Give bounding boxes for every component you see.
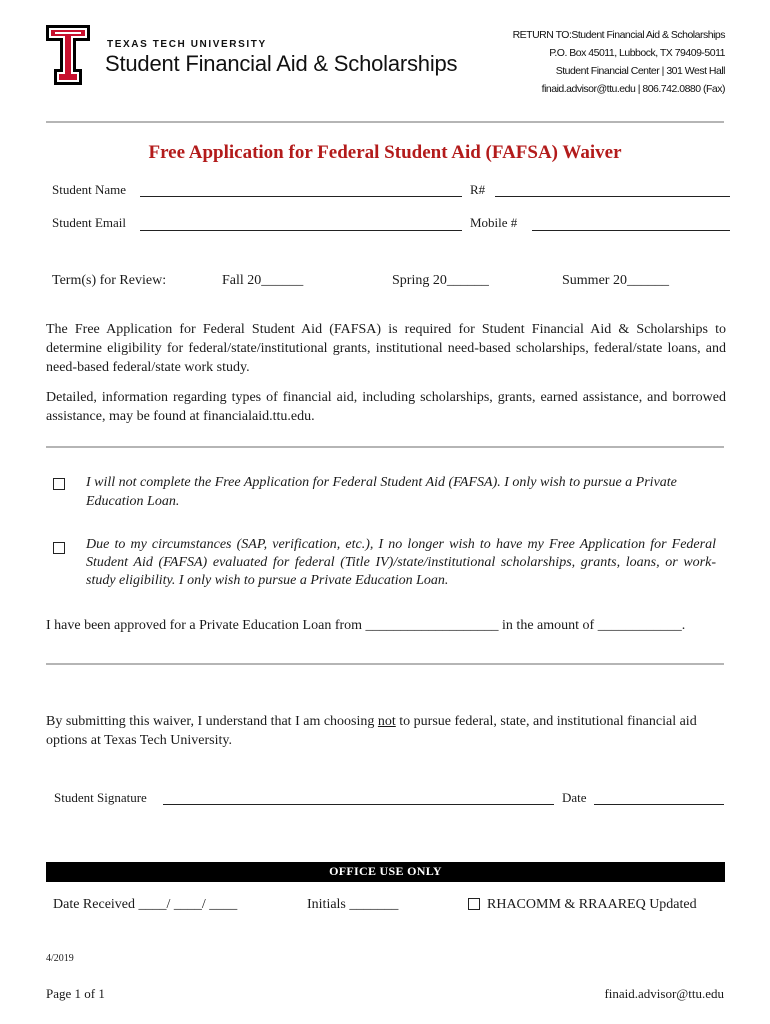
return-po-box: P.O. Box 45011, Lubbock, TX 79409-5011 — [549, 47, 725, 59]
submit-text-b: to pursue federal, state, and institutional financial aid options at Texas Tech University. — [46, 714, 697, 748]
r-number-field[interactable] — [495, 196, 730, 197]
date-received-field[interactable]: Date Received ____/ ____/ ____ — [53, 897, 238, 912]
private-loan-statement — [46, 618, 685, 634]
mobile-label: Mobile # — [470, 215, 518, 230]
ttu-logo — [44, 23, 92, 87]
term-spring[interactable]: Spring 20______ — [392, 273, 489, 288]
return-location: Student Financial Center | 301 West Hall — [555, 65, 725, 77]
initials-field[interactable]: Initials _______ — [307, 897, 399, 912]
lender-field[interactable]: ___________________ — [365, 618, 499, 633]
return-contact: finaid.advisor@ttu.edu | 806.742.0880 (Fax) — [541, 83, 725, 95]
option2-text: Due to my circumstances (SAP, verification, etc.), I no longer wish to have my Free Application for Federal Student Aid (FAFSA) evaluated for federal (Title IV)/state/institutional scholarships, grants, loans, or work-study eligibility. I only wish to pursue a Private Education Loan. — [86, 537, 716, 588]
term-summer[interactable]: Summer 20______ — [562, 273, 669, 288]
student-email-label: Student Email — [52, 215, 127, 230]
signature-label: Student Signature — [54, 790, 147, 805]
rhacomm-checkbox[interactable] — [468, 898, 480, 910]
student-email-field[interactable] — [140, 230, 462, 231]
student-name-label: Student Name — [52, 182, 127, 197]
loan-statement-a: I have been approved for a Private Education Loan from — [46, 618, 363, 633]
double-t-icon — [44, 23, 92, 87]
submit-text-a: By submitting this waiver, I understand that I am choosing — [46, 714, 378, 729]
term-fall[interactable]: Fall 20______ — [222, 273, 304, 288]
return-name: Student Financial Aid & Scholarships — [571, 29, 725, 41]
office-use-title: OFFICE USE ONLY — [329, 864, 442, 878]
footer-email[interactable]: finaid.advisor@ttu.edu — [604, 986, 724, 1001]
r-number-label: R# — [470, 182, 486, 197]
mobile-field[interactable] — [532, 230, 730, 231]
section-divider-2 — [46, 663, 724, 665]
date-label: Date — [562, 790, 587, 805]
return-label: RETURN TO: — [512, 29, 572, 41]
financial-aid-info-paragraph: Detailed, information regarding types of financial aid, including scholarships, grants, earned assistance, and borrowed assistance, may be found at financialaid.ttu.edu. — [46, 390, 726, 424]
signature-field[interactable] — [163, 804, 554, 805]
rhacomm-label: RHACOMM & RRAAREQ Updated — [487, 897, 697, 912]
submit-text-not: not — [377, 714, 396, 729]
submission-statement — [46, 712, 726, 750]
loan-amount-field[interactable]: ____________. — [597, 618, 686, 633]
section-divider-1 — [46, 446, 724, 448]
university-name: TEXAS TECH UNIVERSITY — [107, 39, 267, 50]
page-number: Page 1 of 1 — [46, 986, 105, 1001]
header-divider — [46, 121, 724, 123]
form-title: Free Application for Federal Student Aid (FAFSA) Waiver — [148, 142, 622, 163]
department-name: Student Financial Aid & Scholarships — [105, 51, 458, 76]
option1-text: I will not complete the Free Application for Federal Student Aid (FAFSA). I only wish to pursue a Private Education Loan. — [86, 475, 677, 509]
loan-statement-b: in the amount of — [502, 618, 595, 633]
option2-checkbox[interactable] — [53, 542, 65, 554]
student-name-field[interactable] — [140, 196, 462, 197]
date-field[interactable] — [594, 804, 724, 805]
fafsa-requirement-paragraph: The Free Application for Federal Student Aid (FAFSA) is required for Student Financial Aid & Scholarships to determine eligibility for federal/state/institutional grants, institutional need-based scholarships, federal/state loans, and need-based federal/state work study. — [46, 322, 726, 375]
return-address — [513, 26, 725, 98]
terms-label: Term(s) for Review: — [52, 273, 167, 288]
revision-date: 4/2019 — [46, 953, 74, 964]
option1-checkbox[interactable] — [53, 478, 65, 490]
